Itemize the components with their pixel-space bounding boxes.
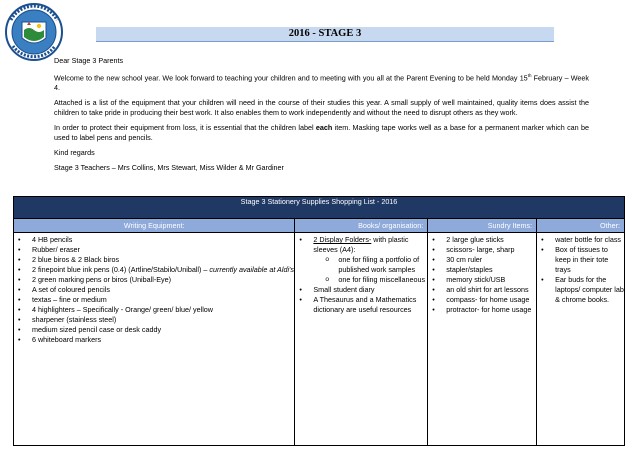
list-item: • 2 Display Folders- with plastic sleeves (A4): o one for filing a portfolio of published work samples o one for filing miscellaneous [295,235,427,285]
list-item: • an old shirt for art lessons [428,285,536,295]
list-item: • Rubber/ eraser [14,245,294,255]
school-crest-logo [3,2,65,62]
column-header-books: Books/ organisation: [295,219,428,233]
paragraph-labelling: In order to protect their equipment from loss, it is essential that the children label each item. Masking tape works well as a base for a permanent marker which can be used to label pens and pencils. [54,123,589,143]
letter-body [54,56,589,178]
list-item: • water bottle for class [537,235,624,245]
signature: Stage 3 Teachers – Mrs Collins, Mrs Stewart, Miss Wilder & Mr Gardiner [54,163,284,173]
list-item: • 2 large glue sticks [428,235,536,245]
list-item: • scissors- large, sharp [428,245,536,255]
list-item: • 4 HB pencils [14,235,294,245]
closing: Kind regards [54,148,95,158]
column-header-other: Other: [537,219,625,233]
column-header-sundry: Sundry Items: [428,219,537,233]
list-item: • Ear buds for the laptops/ computer lab & chrome books. [537,275,624,305]
list-item: • 6 whiteboard markers [14,335,294,345]
list-item: • textas – fine or medium [14,295,294,305]
shopping-list-table [13,196,625,446]
list-item: • memory stick/USB [428,275,536,285]
list-subitem: o one for filing a portfolio of published work samples [313,255,427,275]
list-item: • 2 finepoint blue ink pens (0.4) (Artline/Stabilo/Uniball) – currently available at Aldi's [14,265,294,275]
list-item: • stapler/staples [428,265,536,275]
salutation: Dear Stage 3 Parents [54,56,124,65]
list-item: • 2 blue biros & 2 Black biros [14,255,294,265]
paragraph-welcome: Welcome to the new school year. We look forward to teaching your children and to meeting with you all at the Parent Evening to be held Monday 15th February – Week 4. [54,73,589,93]
books-organisation-cell [295,233,428,446]
page-title: 2016 - STAGE 3 [96,27,554,42]
list-item: • sharpener (stainless steel) [14,315,294,325]
list-item: • compass- for home usage [428,295,536,305]
list-item: • A set of coloured pencils [14,285,294,295]
writing-equipment-cell [14,233,295,446]
list-item: • medium sized pencil case or desk caddy [14,325,294,335]
list-item: • protractor- for home usage [428,305,536,315]
list-item: • A Thesaurus and a Mathematics dictionary are useful resources [295,295,427,315]
table-title: Stage 3 Stationery Supplies Shopping List - 2016 [14,197,625,219]
list-subitem: o one for filing miscellaneous [313,275,427,285]
other-items-cell [537,233,625,446]
list-item: • Box of tissues to keep in their tote trays [537,245,624,275]
list-item: • 2 green marking pens or biros (Uniball-Eye) [14,275,294,285]
paragraph-equipment: Attached is a list of the equipment that your children will need in the course of their studies this year. A small supply of well maintained, quality items does assist the children to take pride in producing their best work. It also enables them to work independently and without the need to disrupt others as they work. [54,98,589,118]
column-header-writing: Writing Equipment: [14,219,295,233]
list-item: • Small student diary [295,285,427,295]
list-item: • 30 cm ruler [428,255,536,265]
sundry-items-cell [428,233,537,446]
list-item: • 4 highlighters – Specifically - Orange/ green/ blue/ yellow [14,305,294,315]
